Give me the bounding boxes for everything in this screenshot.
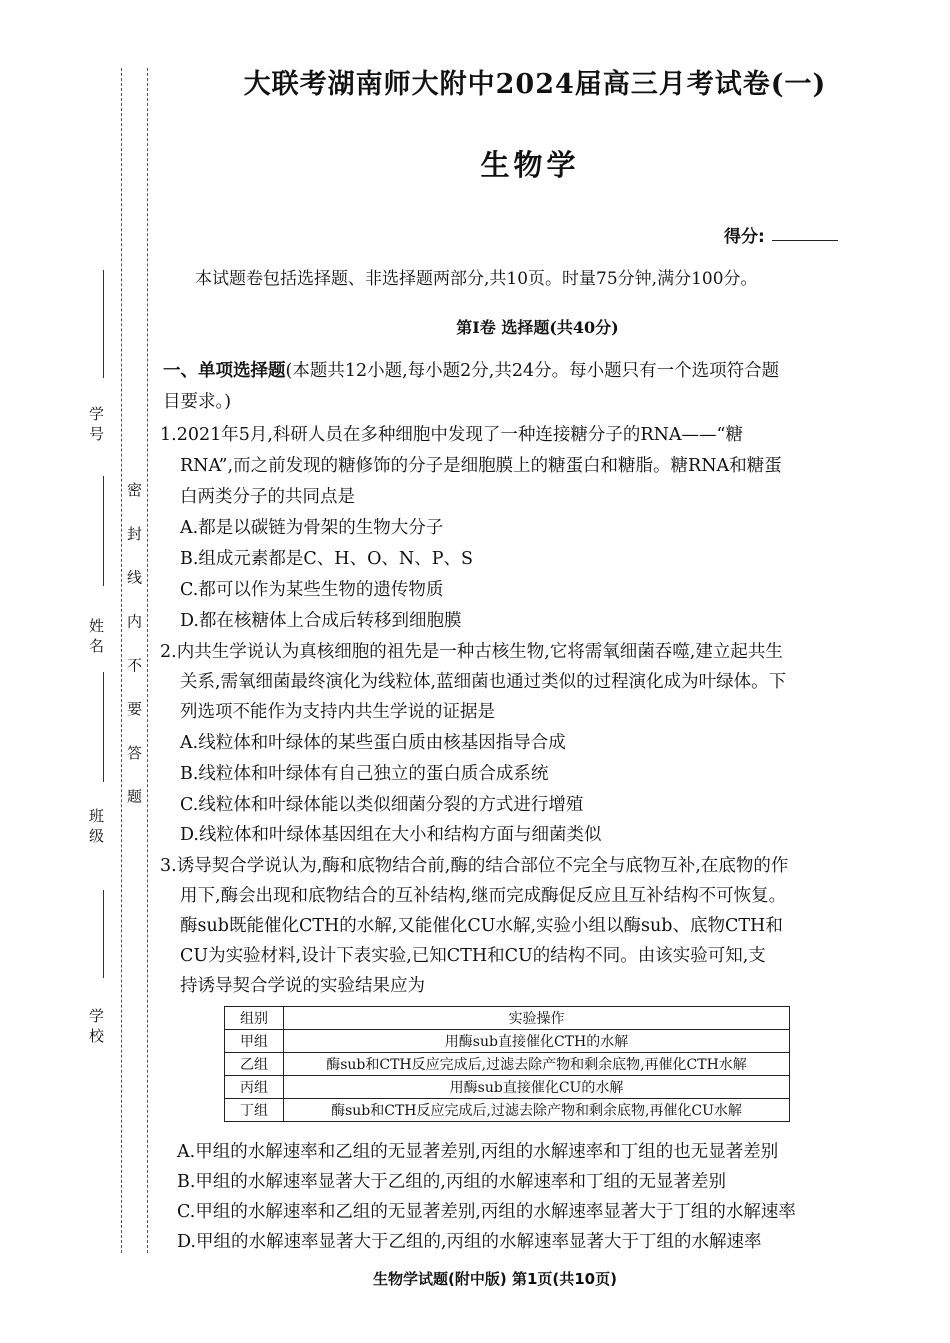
class-label: 班 级 xyxy=(87,807,105,843)
table-cell-operation: 用酶sub直接催化CTH的水解 xyxy=(284,1030,790,1053)
table-row xyxy=(225,1030,790,1053)
table-row xyxy=(225,1099,790,1122)
section-heading: 一、单项选择题 xyxy=(163,361,286,381)
score-blank xyxy=(772,240,838,241)
q2-option-d: D.线粒体和叶绿体基因组在大小和结构方面与细菌类似 xyxy=(180,825,602,845)
q3-stem-line-3: 酶sub既能催化CTH的水解,又能催化CU水解,实验小组以酶sub、底物CTH和 xyxy=(180,916,783,936)
q2-stem-line-3: 列选项不能作为支持内共生学说的证据是 xyxy=(180,702,495,722)
outer-dashed-line xyxy=(121,68,122,1253)
subject-title: 生物学 xyxy=(480,148,580,182)
q1-stem-line-1: 1.2021年5月,科研人员在多种细胞中发现了一种连接糖分子的RNA——“糖 xyxy=(160,425,744,445)
q2-option-a: A.线粒体和叶绿体的某些蛋白质由核基因指导合成 xyxy=(180,733,566,753)
q1-stem-line-3: 白两类分子的共同点是 xyxy=(180,487,355,507)
q2-stem-line-1: 2.内共生学说认为真核细胞的祖先是一种古核生物,它将需氧细菌吞噬,建立起共生 xyxy=(160,642,783,662)
seal-notice: 密 封 线 内 不 要 答 题 xyxy=(125,481,143,816)
q3-option-c: C.甲组的水解速率和乙组的无显著差别,丙组的水解速率显著大于丁组的水解速率 xyxy=(177,1202,796,1222)
student-id-label: 学 号 xyxy=(87,405,105,441)
name-underline xyxy=(103,476,104,586)
table-cell-operation: 用酶sub直接催化CU的水解 xyxy=(284,1076,790,1099)
table-cell-group: 丙组 xyxy=(225,1076,284,1099)
inner-dashed-line xyxy=(147,68,148,1253)
q1-stem-line-2: RNA”,而之前发现的糖修饰的分子是细胞膜上的糖蛋白和糖脂。糖RNA和糖蛋 xyxy=(180,456,782,476)
q2-stem-line-2: 关系,需氧细菌最终演化为线粒体,蓝细菌也通过类似的过程演化成为叶绿体。下 xyxy=(180,672,787,692)
table-cell-operation: 酶sub和CTH反应完成后,过滤去除产物和剩余底物,再催化CTH水解 xyxy=(284,1053,790,1076)
class-underline xyxy=(103,672,104,782)
school-underline xyxy=(103,890,104,978)
q3-option-d: D.甲组的水解速率显著大于乙组的,丙组的水解速率显著大于丁组的水解速率 xyxy=(177,1232,762,1252)
q1-option-c: C.都可以作为某些生物的遗传物质 xyxy=(180,580,444,600)
q1-option-d: D.都在核糖体上合成后转移到细胞膜 xyxy=(180,611,462,631)
exam-title: 大联考湖南师大附中2024届高三月考试卷(一) xyxy=(243,69,827,100)
name-label: 姓 名 xyxy=(87,617,105,653)
page-footer: 生物学试题(附中版) 第1页(共10页) xyxy=(373,1270,617,1288)
q1-option-a: A.都是以碳链为骨架的生物大分子 xyxy=(180,518,444,538)
q3-stem-line-1: 3.诱导契合学说认为,酶和底物结合前,酶的结合部位不完全与底物互补,在底物的作 xyxy=(160,856,789,876)
table-cell-group: 丁组 xyxy=(225,1099,284,1122)
table-header-group: 组别 xyxy=(225,1007,284,1030)
q3-option-a: A.甲组的水解速率和乙组的无显著差别,丙组的水解速率和丁组的也无显著差别 xyxy=(177,1142,779,1162)
q3-stem-line-4: CU为实验材料,设计下表实验,已知CTH和CU的结构不同。由该实验可知,支 xyxy=(180,946,766,966)
section-instructions: 一、单项选择题(本题共12小题,每小题2分,共24分。每小题只有一个选项符合题 xyxy=(163,361,780,381)
q3-option-b: B.甲组的水解速率显著大于乙组的,丙组的水解速率和丁组的无显著差别 xyxy=(177,1172,726,1192)
table-header-operation: 实验操作 xyxy=(284,1007,790,1030)
q3-stem-line-5: 持诱导契合学说的实验结果应为 xyxy=(180,976,425,996)
q3-stem-line-2: 用下,酶会出现和底物结合的互补结构,继而完成酶促反应且互补结构不可恢复。 xyxy=(180,886,787,906)
school-label: 学 校 xyxy=(87,1007,105,1043)
experiment-table xyxy=(224,1006,790,1122)
section-instructions-cont: 目要求。) xyxy=(163,392,232,412)
table-row xyxy=(225,1076,790,1099)
part-title: 第Ⅰ卷 选择题(共40分) xyxy=(456,318,619,337)
table-header-row xyxy=(225,1007,790,1030)
table-cell-group: 乙组 xyxy=(225,1053,284,1076)
score-label: 得分: xyxy=(724,227,765,247)
q1-option-b: B.组成元素都是C、H、O、N、P、S xyxy=(180,549,473,569)
table-cell-operation: 酶sub和CTH反应完成后,过滤去除产物和剩余底物,再催化CU水解 xyxy=(284,1099,790,1122)
q2-option-b: B.线粒体和叶绿体有自己独立的蛋白质合成系统 xyxy=(180,764,549,784)
exam-intro: 本试题卷包括选择题、非选择题两部分,共10页。时量75分钟,满分100分。 xyxy=(195,269,758,289)
q2-option-c: C.线粒体和叶绿体能以类似细菌分裂的方式进行增殖 xyxy=(180,795,584,815)
table-row xyxy=(225,1053,790,1076)
table-cell-group: 甲组 xyxy=(225,1030,284,1053)
